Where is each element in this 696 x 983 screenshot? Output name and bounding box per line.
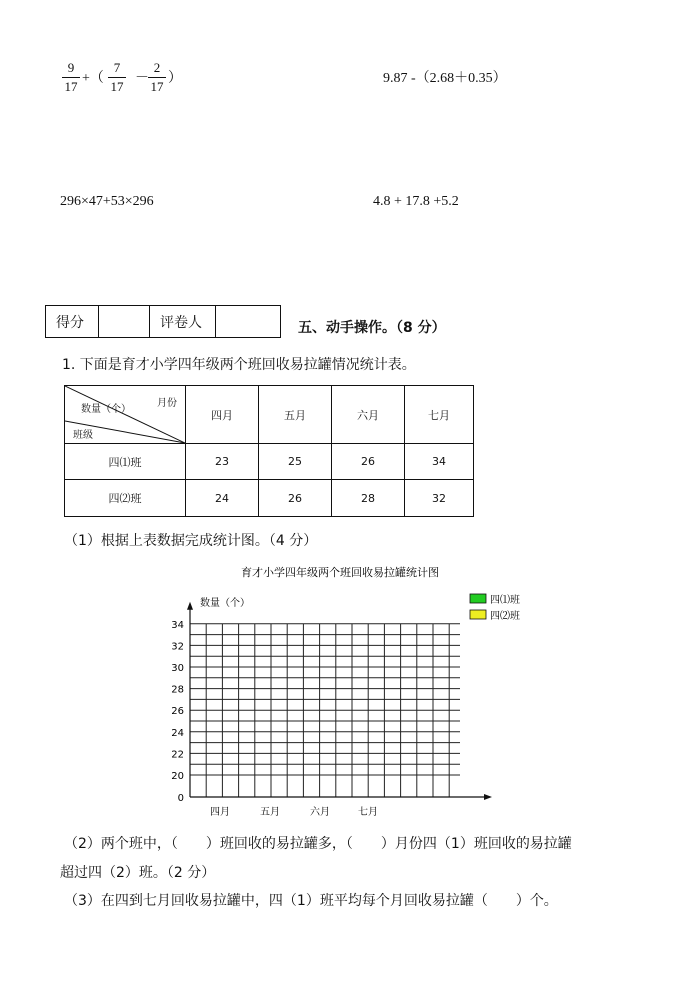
- x-tick-label: 五月: [260, 807, 280, 818]
- y-tick-label: 32: [171, 641, 184, 653]
- table-corner-cell: [65, 386, 186, 444]
- y-tick-label: 0: [177, 793, 184, 804]
- question-1: 1. 下面是育才小学四年级两个班回收易拉罐情况统计表。: [62, 357, 416, 373]
- cell-value: 26: [332, 444, 405, 480]
- grader-box[interactable]: [216, 306, 281, 338]
- y-tick-label: 30: [171, 663, 184, 674]
- class-label: 四⑴班: [65, 444, 186, 480]
- score-box[interactable]: [99, 306, 150, 338]
- y-tick-labels: [171, 620, 184, 804]
- grader-label: 评卷人: [150, 306, 216, 338]
- expression-4: 4.8 + 17.8 +5.2: [373, 194, 459, 209]
- x-tick-label: 四月: [210, 807, 230, 818]
- y-tick-label: 20: [171, 771, 184, 782]
- denominator: 17: [150, 79, 164, 94]
- fraction-7-17: [108, 60, 126, 95]
- minus-sign: －: [135, 71, 149, 86]
- month-header: 四月: [186, 386, 259, 444]
- score-table: [45, 305, 281, 338]
- expression-3: 296×47+53×296: [60, 194, 154, 209]
- score-label: 得分: [46, 306, 99, 338]
- x-tick-label: 六月: [310, 807, 330, 818]
- y-tick-label: 34: [171, 619, 184, 631]
- numerator: 7: [113, 60, 121, 75]
- sub-question-1: （1）根据上表数据完成统计图。（4 分）: [64, 533, 318, 549]
- corner-month-label: 月份: [157, 398, 177, 409]
- corner-quantity-label: 数量（个）: [81, 404, 131, 415]
- x-tick-label: 七月: [358, 807, 378, 818]
- chart-legend: [470, 593, 520, 622]
- month-header: 六月: [332, 386, 405, 444]
- close-paren: ）: [168, 71, 182, 86]
- cell-value: 32: [405, 480, 474, 517]
- bar-chart-template: [0, 560, 696, 820]
- cell-value: 23: [186, 444, 259, 480]
- denominator: 17: [110, 79, 124, 94]
- sub-question-2-line-1: （2）两个班中，（ ）班回收的易拉罐多，（ ）月份四（1）班回收的易拉罐: [64, 836, 572, 852]
- cell-value: 25: [259, 444, 332, 480]
- fraction-9-17: [62, 60, 80, 95]
- numerator: 2: [153, 60, 161, 75]
- table-row: [65, 444, 474, 480]
- y-tick-label: 28: [171, 684, 184, 696]
- chart-axes: [187, 602, 492, 800]
- y-axis-label: 数量（个）: [200, 598, 250, 609]
- month-header: 七月: [405, 386, 474, 444]
- cell-value: 26: [259, 480, 332, 517]
- x-tick-labels: [210, 805, 378, 818]
- numerator: 9: [67, 60, 75, 75]
- class-label: 四⑵班: [65, 480, 186, 517]
- y-axis-arrow: [187, 602, 193, 610]
- y-tick-label: 26: [171, 706, 184, 718]
- legend-swatch: [470, 594, 486, 603]
- cell-value: 34: [405, 444, 474, 480]
- cell-value: 28: [332, 480, 405, 517]
- legend-label: 四⑵班: [490, 611, 520, 622]
- plus-paren: +（: [82, 71, 104, 86]
- y-tick-label: 22: [171, 749, 184, 761]
- section-title: 五、动手操作。（8 分）: [298, 320, 446, 336]
- sub-question-2-line-2: 超过四（2）班。（2 分）: [60, 865, 216, 881]
- legend-label: 四⑴班: [490, 595, 520, 606]
- statistics-table: [64, 385, 474, 517]
- y-tick-label: 24: [171, 727, 184, 739]
- denominator: 17: [64, 79, 78, 94]
- fraction-2-17: [148, 60, 166, 95]
- chart-grid: [190, 624, 460, 797]
- cell-value: 24: [186, 480, 259, 517]
- sub-question-3: （3）在四到七月回收易拉罐中，四（1）班平均每个月回收易拉罐（ ）个。: [64, 893, 558, 909]
- x-axis-arrow: [484, 794, 492, 800]
- expression-2: 9.87 -（2.68＋0.35）: [383, 71, 507, 86]
- month-header: 五月: [259, 386, 332, 444]
- chart-title: 育才小学四年级两个班回收易拉罐统计图: [241, 566, 439, 579]
- table-row: [65, 480, 474, 517]
- legend-swatch: [470, 610, 486, 619]
- corner-class-label: 班级: [73, 430, 93, 441]
